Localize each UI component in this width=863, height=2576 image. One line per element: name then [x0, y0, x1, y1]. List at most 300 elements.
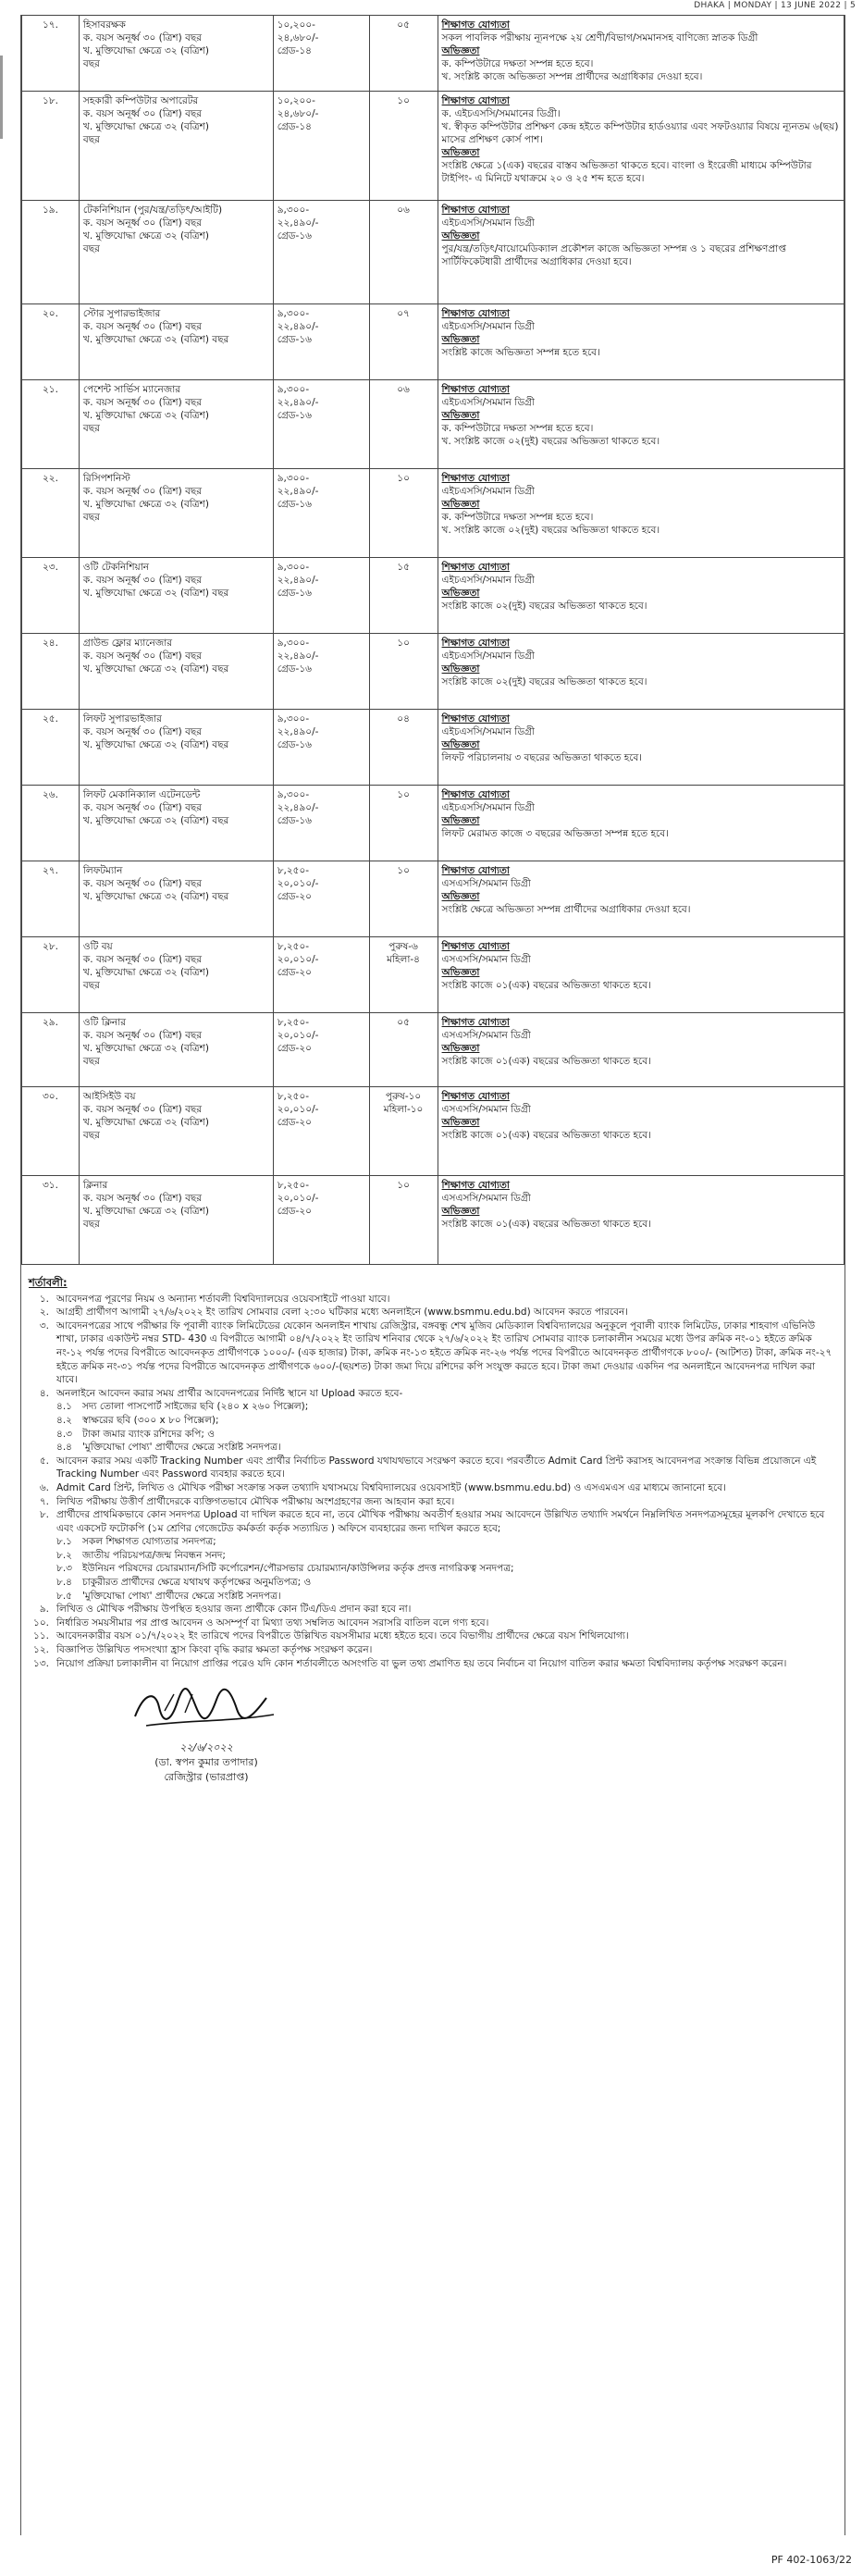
- experience-text: সংশ্লিষ্ট কাজে ০১(এক) বছরের অভিজ্ঞতা থাকতে হবে।: [441, 1056, 651, 1067]
- term-text: নিয়োগ প্রক্রিয়া চলাকালীন বা নিয়োগ প্রাপ্তির পরেও যদি কোন শর্তাবলীতে অসংগতি বা ভুল তথ্য প্রমাণিত হয় তবে নির্বাচন বা নিয়োগ বাতিল করার ক্ষমতা বিশ্ববিদ্যালয় কর্তৃপক্ষ সংরক্ষণ করেন।: [56, 1657, 787, 1669]
- terms-title: শর্তাবলী:: [29, 1276, 68, 1289]
- pay-scale: ৮,২৫০-: [277, 1091, 310, 1102]
- pay-scale: ৮,২৫০-: [277, 941, 310, 952]
- age-limit: ক. বয়স অনূর্ধ্ব ৩০ (ত্রিশ) বছর: [82, 1193, 203, 1204]
- experience-heading: অভিজ্ঞতা: [441, 1043, 480, 1054]
- qualification-cell: [438, 634, 844, 710]
- term-item: [29, 1293, 837, 1307]
- post-count: ১০: [369, 92, 438, 201]
- age-limit: বছর: [82, 58, 100, 69]
- term-number: ৮.৫: [56, 1590, 72, 1602]
- age-limit: খ. মুক্তিযোদ্ধা ক্ষেত্রে ৩২ (বত্রিশ): [82, 121, 209, 132]
- qualification-cell: [438, 380, 844, 469]
- term-number: ৮.২: [56, 1549, 72, 1561]
- term-number: ৪.: [39, 1387, 49, 1399]
- term-text: লিখিত পরীক্ষায় উত্তীর্ণ প্রার্থীদেরকে ব্যক্তিগতভাবে মৌখিক পরীক্ষায় অংশগ্রহণের জন্য আহবান করা হবে।: [56, 1495, 455, 1507]
- experience-text: সংশ্লিষ্ট কাজে অভিজ্ঞতা সম্পন্ন হতে হবে।: [441, 347, 600, 358]
- experience-text: ক. কম্পিউটারে দক্ষতা সম্পন্ন হতে হবে।: [441, 512, 594, 523]
- age-limit: ক. বয়স অনূর্ধ্ব ৩০ (ত্রিশ) বছর: [82, 1104, 203, 1115]
- qualification-text: এইচএসসি/সমমান ডিগ্রী: [441, 486, 535, 497]
- qualification-text: এসএসসি/সমমান ডিগ্রী: [441, 878, 531, 889]
- term-item: [29, 1603, 837, 1616]
- pay-scale-cell: [273, 92, 369, 201]
- term-number: ৫.: [39, 1455, 49, 1467]
- qualification-text: এইচএসসি/সমমান ডিগ্রী: [441, 802, 535, 813]
- qualification-cell: [438, 201, 844, 304]
- post-name: ওটি বয়: [82, 941, 113, 952]
- experience-heading: অভিজ্ঞতা: [441, 410, 480, 421]
- age-limit: খ. মুক্তিযোদ্ধা ক্ষেত্রে ৩২ (বত্রিশ) বছর: [82, 588, 229, 599]
- age-limit: ক. বয়স অনূর্ধ্ব ৩০ (ত্রিশ) বছর: [82, 397, 203, 408]
- qualification-text: খ. স্বীকৃত কম্পিউটার প্রশিক্ষণ কেন্দ্র হইতে কম্পিউটার হার্ডওয়্যার এবং সফটওয়্যার বিষয়ে ন্যূনতম ৬(ছয়) মাসের প্রশিক্ষণ কোর্স পাশ।: [441, 121, 839, 145]
- pay-scale: ২০,০১০/-: [277, 1193, 319, 1204]
- age-limit: ক. বয়স অনূর্ধ্ব ৩০ (ত্রিশ) বছর: [82, 486, 203, 497]
- post-row: [22, 380, 845, 469]
- term-text: চাকুরীরত প্রার্থীদের ক্ষেত্রে যথাযথ কর্তৃপক্ষের অনুমতিপত্র; ও: [82, 1577, 312, 1589]
- term-number: ৪.১: [56, 1401, 72, 1413]
- post-name-cell: [79, 92, 273, 201]
- experience-heading: অভিজ্ঞতা: [441, 967, 480, 978]
- pay-scale: ২২,৪৯০/-: [277, 217, 319, 229]
- age-limit: ক. বয়স অনূর্ধ্ব ৩০ (ত্রিশ) বছর: [82, 878, 203, 889]
- pay-scale-cell: [273, 558, 369, 634]
- post-serial: ২৮.: [22, 937, 80, 1013]
- pay-scale-cell: [273, 201, 369, 304]
- pay-scale-cell: [273, 861, 369, 937]
- term-subitem: [29, 1576, 837, 1590]
- age-limit: বছর: [82, 1219, 100, 1230]
- experience-text: ক. কম্পিউটারে দক্ষতা সম্পন্ন হতে হবে।: [441, 58, 594, 69]
- age-limit: খ. মুক্তিযোদ্ধা ক্ষেত্রে ৩২ (বত্রিশ) বছর: [82, 739, 229, 750]
- experience-text: সংশ্লিষ্ট কাজে ০১(এক) বছরের অভিজ্ঞতা থাকতে হবে।: [441, 1219, 651, 1230]
- pay-scale: ২০,০১০/-: [277, 1104, 319, 1115]
- age-limit: বছর: [82, 980, 100, 991]
- post-count: ০৬: [369, 201, 438, 304]
- qualification-text: এইচএসসি/সমমান ডিগ্রী: [441, 726, 535, 737]
- term-text: আগ্রহী প্রার্থীগণ আগামী ২৭/৬/২০২২ ইং তারিখ সোমবার বেলা ২:৩০ ঘটিকার মধ্যে অনলাইনে (www.bsmmu.edu.bd) আবেদন করতে পারবেন।: [56, 1307, 629, 1319]
- term-text: অনলাইনে আবেদন করার সময় প্রার্থীর আবেদনপত্রের নির্দিষ্ট স্থানে যা Upload করতে হবে-: [56, 1387, 403, 1399]
- post-serial: ২১.: [22, 380, 80, 469]
- experience-text: লিফট পরিচালনায় ৩ বছরের অভিজ্ঞতা থাকতে হবে।: [441, 752, 643, 763]
- term-number: ৬.: [39, 1481, 49, 1493]
- experience-text: সংশ্লিষ্ট ক্ষেত্রে ১(এক) বছরের বাস্তব অভিজ্ঞতা থাকতে হবে। বাংলা ও ইংরেজী মাধ্যমে কম্পিউটার টাইপিং- এ মিনিটে যথাক্রমে ২০ ও ২৫ শব্দ হতে হবে।: [441, 160, 812, 184]
- term-text: প্রার্থীদের প্রাথমিকভাবে কোন সনদপত্র Upload বা দাখিল করতে হবে না, তবে মৌখিক পরীক্ষায় অবতীর্ণ হওয়ার সময় আবেদনে উল্লিখিত তথ্যাদি সমর্থনে নিম্নলিখিত সনদপত্রসমূহের মূলকপি দেখাতে হবে এবং একসেট ফটোকপি (১ম শ্রেণির গেজেটেড কর্মকর্তা কর্তৃক সত্যায়িত ) অফিসে ব্যবহারের জন্য দাখিল করতে হবে;: [56, 1509, 825, 1534]
- qualification-text: এইচএসসি/সমমান ডিগ্রী: [441, 321, 535, 332]
- post-serial: ২৩.: [22, 558, 80, 634]
- age-limit: খ. মুক্তিযোদ্ধা ক্ষেত্রে ৩২ (বত্রিশ): [82, 1206, 209, 1217]
- pay-scale: ২২,৪৯০/-: [277, 486, 319, 497]
- qualification-heading: শিক্ষাগত যোগ্যতা: [441, 713, 510, 724]
- pay-scale: ২২,৪৯০/-: [277, 650, 319, 662]
- qualification-cell: [438, 786, 844, 861]
- age-limit: ক. বয়স অনূর্ধ্ব ৩০ (ত্রিশ) বছর: [82, 108, 203, 119]
- pay-scale-cell: [273, 1176, 369, 1265]
- post-row: [22, 558, 845, 634]
- term-number: ৪.৩: [56, 1428, 72, 1440]
- signatory-title: রেজিস্ট্রার (ভারপ্রাপ্ত): [164, 1771, 249, 1783]
- pay-grade: গ্রেড-২০: [277, 1206, 312, 1217]
- post-name-cell: [79, 1176, 273, 1265]
- post-count: পুরুষ-১০ মহিলা-১০: [369, 1087, 438, 1176]
- experience-heading: অভিজ্ঞতা: [441, 663, 480, 675]
- age-limit: ক. বয়স অনূর্ধ্ব ৩০ (ত্রিশ) বছর: [82, 650, 203, 662]
- masthead-date: DHAKA | MONDAY | 13 JUNE 2022 | 5: [694, 1, 856, 10]
- age-limit: খ. মুক্তিযোদ্ধা ক্ষেত্রে ৩২ (বত্রিশ): [82, 967, 209, 978]
- pay-scale: ২২,৪৯০/-: [277, 397, 319, 408]
- qualification-text: এসএসসি/সমমান ডিগ্রী: [441, 1104, 531, 1115]
- term-item: [29, 1387, 837, 1401]
- term-text: লিখিত ও মৌখিক পরীক্ষায় উপস্থিত হওয়ার জন্য প্রার্থীকে কোন টিএ/ডিএ প্রদান করা হবে না।: [56, 1604, 412, 1616]
- pay-scale: ২৪,৬৮০/-: [277, 108, 319, 119]
- pay-grade: গ্রেড-১৬: [277, 499, 312, 510]
- term-number: ১.: [39, 1293, 49, 1305]
- age-limit: ক. বয়স অনূর্ধ্ব ৩০ (ত্রিশ) বছর: [82, 726, 203, 737]
- term-text: ইউনিয়ন পরিষদের চেয়ারম্যান/সিটি কর্পোরেশন/পৌরসভার চেয়ারম্যান/কাউন্সিলর কর্তৃক প্রদত্ত নাগরিকত্ব সনদপত্র;: [82, 1563, 514, 1575]
- term-number: ১২.: [33, 1644, 49, 1656]
- term-text: আবেদনপত্রের সাথে পরীক্ষার ফি পূবালী ব্যাংক লিমিটেডের যেকোন অনলাইন শাখায় রেজিস্ট্রার, বঙ্গবন্ধু শেখ মুজিব মেডিক্যাল বিশ্ববিদ্যালয়ের অনুকূলে পূবালী ব্যাংক লিমিটেড, ঢাকার শাহবাগ এভিনিউ শাখা, ঢাকার একাউন্ট নম্বর STD- 430 এ বিপরীতে আগামী ০৪/৭/২০২২ ইং তারিখ শনিবার থেকে ২৭/৬/২০২২ ইং তারিখ সোমবার ব্যাংক চলাকালীন সময়ের মধ্যে উপর ক্রমিক নং-০১ হইতে ক্রমিক নং-১২ পর্যন্ত পদের বিপরীতে আবেদনকৃত প্রার্থীগণকে ১০০০/- (এক হাজার) টাকা, ক্রমিক নং-১৩ হইতে ক্রমিক নং-২৬ পর্যন্ত পদের বিপরীতে আবেদনকৃত প্রার্থীগণকে ৮০০/- (আটশত) টাকা, ক্রমিক নং-২৭ হইতে ক্রমিক নং-৩১ পর্যন্ত পদের বিপরীতে আবেদনকৃত প্রার্থীগণকে ৬০০/-(ছয়শত) টাকা জমা দিয়ে রশিদের কপি সংযুক্ত করতে হবে। টাকা জমা দেওয়ার একদিন পর অনলাইনে আবেদনপত্র দাখিল করা যাবে।: [56, 1319, 832, 1386]
- post-name: ওটি টেকনিশিয়ান: [82, 562, 150, 573]
- age-limit: খ. মুক্তিযোদ্ধা ক্ষেত্রে ৩২ (বত্রিশ): [82, 410, 209, 421]
- post-count: ১০: [369, 1176, 438, 1265]
- post-name: টেকনিশিয়ান (পুর/যন্ত্র/তড়িৎ/আইটি): [82, 204, 223, 216]
- qualification-cell: [438, 937, 844, 1013]
- qualification-heading: শিক্ষাগত যোগ্যতা: [441, 19, 510, 31]
- experience-text: ক. কম্পিউটারে দক্ষতা সম্পন্ন হতে হবে।: [441, 423, 594, 434]
- pay-grade: গ্রেড-১৬: [277, 739, 312, 750]
- post-name-cell: [79, 304, 273, 380]
- post-count: ১০: [369, 786, 438, 861]
- pay-grade: গ্রেড-১৪: [277, 45, 312, 56]
- age-limit: বছর: [82, 134, 100, 145]
- post-name: গ্রাউন্ড ফ্লোর ম্যানেজার: [82, 638, 173, 649]
- post-name-cell: [79, 16, 273, 92]
- pay-grade: গ্রেড-২০: [277, 1043, 312, 1054]
- term-number: ১১.: [33, 1630, 49, 1642]
- post-name-cell: [79, 1013, 273, 1087]
- post-name: ক্লিনার: [82, 1180, 108, 1191]
- term-item: [29, 1508, 837, 1535]
- post-name-cell: [79, 634, 273, 710]
- age-limit: ক. বয়স অনূর্ধ্ব ৩০ (ত্রিশ) বছর: [82, 32, 203, 43]
- post-count: ১০: [369, 469, 438, 558]
- qualification-cell: [438, 16, 844, 92]
- age-limit: বছর: [82, 1056, 100, 1067]
- term-number: ৪.২: [56, 1414, 72, 1426]
- term-text: Admit Card প্রিন্ট, লিখিত ও মৌখিক পরীক্ষা সংক্রান্ত সকল তথ্যাদি যথাসময়ে বিশ্ববিদ্যালয়ের ওয়েবসাইট (www.bsmmu.edu.bd) ও এসএমএস এর মাধ্যমে জানানো হবে।: [56, 1481, 726, 1493]
- post-name: পেশেন্ট সার্ভিস ম্যানেজার: [82, 384, 181, 395]
- pay-scale: ২২,৪৯০/-: [277, 321, 319, 332]
- pay-scale: ৯,৩০০-: [277, 473, 310, 484]
- qualification-text: সকল পাবলিক পরীক্ষায় ন্যূনপক্ষে ২য় শ্রেণী/বিভাগ/সমমানসহ বাণিজ্যে স্নাতক ডিগ্রী: [441, 32, 758, 43]
- pay-scale: ২২,৪৯০/-: [277, 726, 319, 737]
- experience-text: সংশ্লিষ্ট কাজে ০২(দুই) বছরের অভিজ্ঞতা থাকতে হবে।: [441, 601, 647, 612]
- term-item: [29, 1643, 837, 1657]
- age-limit: খ. মুক্তিযোদ্ধা ক্ষেত্রে ৩২ (বত্রিশ) বছর: [82, 815, 229, 826]
- term-text: 'মুক্তিযোদ্ধা পোষ্য' প্রার্থীদের ক্ষেত্রে সংশ্লিষ্ট সনদপত্র।: [82, 1442, 281, 1454]
- pay-scale: ২০,০১০/-: [277, 878, 319, 889]
- pay-scale-cell: [273, 1013, 369, 1087]
- pay-grade: গ্রেড-১৬: [277, 334, 312, 345]
- pay-scale: ২০,০১০/-: [277, 1030, 319, 1041]
- term-number: ৭.: [39, 1495, 49, 1507]
- experience-text: সংশ্লিষ্ট ক্ষেত্রে অভিজ্ঞতা সম্পন্ন প্রার্থীদের অগ্রাধিকার দেওয়া হবে।: [441, 904, 691, 915]
- pay-scale: ১০,২০০-: [277, 19, 315, 31]
- experience-heading: অভিজ্ঞতা: [441, 1206, 480, 1217]
- qualification-heading: শিক্ষাগত যোগ্যতা: [441, 638, 510, 649]
- post-row: [22, 634, 845, 710]
- qualification-text: এইচএসসি/সমমান ডিগ্রী: [441, 217, 535, 229]
- handwritten-signature: [128, 1683, 285, 1740]
- age-limit: ক. বয়স অনূর্ধ্ব ৩০ (ত্রিশ) বছর: [82, 321, 203, 332]
- qualification-cell: [438, 710, 844, 786]
- term-number: ১৩.: [33, 1657, 49, 1669]
- term-text: স্বাক্ষরের ছবি (৩০০ x ৮০ পিক্সেল);: [82, 1414, 219, 1426]
- term-subitem: [29, 1441, 837, 1455]
- qualification-cell: [438, 1176, 844, 1265]
- pay-grade: গ্রেড-১৪: [277, 121, 312, 132]
- post-name-cell: [79, 201, 273, 304]
- term-text: জাতীয় পরিচয়পত্র/জন্ম নিবন্ধন সনদ;: [82, 1549, 226, 1561]
- age-limit: খ. মুক্তিযোদ্ধা ক্ষেত্রে ৩২ (বত্রিশ): [82, 1043, 209, 1054]
- pay-grade: গ্রেড-১৬: [277, 410, 312, 421]
- pay-scale: ৮,২৫০-: [277, 865, 310, 876]
- pay-scale: ৯,৩০০-: [277, 713, 310, 724]
- term-number: ৮.৪: [56, 1577, 72, 1589]
- post-serial: ২৬.: [22, 786, 80, 861]
- post-name: লিফটম্যান: [82, 865, 123, 876]
- qualification-heading: শিক্ষাগত যোগ্যতা: [441, 1017, 510, 1028]
- post-name: লিফট সুপারভাইজার: [82, 713, 162, 724]
- post-serial: ২০.: [22, 304, 80, 380]
- age-limit: ক. বয়স অনূর্ধ্ব ৩০ (ত্রিশ) বছর: [82, 217, 203, 229]
- post-serial: ১৯.: [22, 201, 80, 304]
- post-count: ১০: [369, 634, 438, 710]
- post-serial: ১৮.: [22, 92, 80, 201]
- post-name-cell: [79, 380, 273, 469]
- pay-scale: ১০,২০০-: [277, 95, 315, 106]
- post-count: ০৪: [369, 710, 438, 786]
- post-name: রিসিপশনিস্ট: [82, 473, 130, 484]
- pay-grade: গ্রেড-১৬: [277, 815, 312, 826]
- term-text: আবেদনপত্র পূরণের নিয়ম ও অন্যান্য শর্তাবলী বিশ্ববিদ্যালয়ের ওয়েবসাইটে পাওয়া যাবে।: [56, 1293, 390, 1305]
- signature-block: [123, 1683, 290, 1785]
- term-number: ১০.: [33, 1616, 49, 1629]
- term-subitem: [29, 1535, 837, 1549]
- advertisement-sheet: [20, 15, 845, 2535]
- post-row: [22, 937, 845, 1013]
- term-number: ৪.৪: [56, 1442, 72, 1454]
- qualification-cell: [438, 469, 844, 558]
- term-text: সকল শিক্ষাগত যোগ্যতার সনদপত্র;: [82, 1536, 216, 1548]
- pay-scale-cell: [273, 786, 369, 861]
- experience-heading: অভিজ্ঞতা: [441, 499, 480, 510]
- post-name-cell: [79, 710, 273, 786]
- post-count: ০৫: [369, 16, 438, 92]
- post-count: ০৫: [369, 1013, 438, 1087]
- post-row: [22, 92, 845, 201]
- pay-scale-cell: [273, 937, 369, 1013]
- qualification-heading: শিক্ষাগত যোগ্যতা: [441, 95, 510, 106]
- pay-scale: ২২,৪৯০/-: [277, 802, 319, 813]
- qualification-cell: [438, 1013, 844, 1087]
- pay-scale: ৯,৩০০-: [277, 638, 310, 649]
- pay-scale-cell: [273, 634, 369, 710]
- post-count: ০৭: [369, 304, 438, 380]
- pay-grade: গ্রেড-১৬: [277, 663, 312, 675]
- post-row: [22, 201, 845, 304]
- age-limit: খ. মুক্তিযোদ্ধা ক্ষেত্রে ৩২ (বত্রিশ) বছর: [82, 334, 229, 345]
- term-number: ২.: [39, 1307, 49, 1319]
- term-subitem: [29, 1549, 837, 1563]
- pay-scale: ৯,৩০০-: [277, 204, 310, 216]
- signatory-name: (ডা. স্বপন কুমার তপাদার): [154, 1756, 258, 1768]
- term-subitem: [29, 1414, 837, 1428]
- pay-grade: গ্রেড-২০: [277, 1117, 312, 1128]
- term-number: ৮.১: [56, 1536, 72, 1548]
- term-subitem: [29, 1590, 837, 1604]
- pay-scale: ৯,৩০০-: [277, 308, 310, 319]
- post-row: [22, 861, 845, 937]
- age-limit: বছর: [82, 512, 100, 523]
- experience-text: সংশ্লিষ্ট কাজে ০১(এক) বছরের অভিজ্ঞতা থাকতে হবে।: [441, 980, 651, 991]
- qualification-heading: শিক্ষাগত যোগ্যতা: [441, 941, 510, 952]
- term-text: সদ্য তোলা পাসপোর্ট সাইজের ছবি (২৪০ x ২৬০ পিক্সেল);: [82, 1401, 309, 1413]
- post-name-cell: [79, 786, 273, 861]
- qualification-cell: [438, 304, 844, 380]
- qualification-heading: শিক্ষাগত যোগ্যতা: [441, 865, 510, 876]
- advert-id: PF 402-1063/22: [771, 2554, 852, 2566]
- qualification-text: এসএসসি/সমমান ডিগ্রী: [441, 954, 531, 965]
- term-number: ৯.: [39, 1604, 49, 1616]
- age-limit: খ. মুক্তিযোদ্ধা ক্ষেত্রে ৩২ (বত্রিশ): [82, 230, 209, 242]
- post-row: [22, 469, 845, 558]
- experience-heading: অভিজ্ঞতা: [441, 739, 480, 750]
- age-limit: খ. মুক্তিযোদ্ধা ক্ষেত্রে ৩২ (বত্রিশ) বছর: [82, 891, 229, 902]
- term-item: [29, 1319, 837, 1387]
- post-name: সহকারী কম্পিউটার অপারেটর: [82, 95, 199, 106]
- qualification-text: এসএসসি/সমমান ডিগ্রী: [441, 1193, 531, 1204]
- pay-scale: ৯,৩০০-: [277, 562, 310, 573]
- post-name-cell: [79, 1087, 273, 1176]
- qualification-heading: শিক্ষাগত যোগ্যতা: [441, 1091, 510, 1102]
- experience-text: খ. সংশ্লিষ্ট কাজে ০২(দুই) বছরের অভিজ্ঞতা থাকতে হবে।: [441, 436, 660, 447]
- pay-grade: গ্রেড-১৬: [277, 230, 312, 242]
- pay-scale: ৮,২৫০-: [277, 1017, 310, 1028]
- newspaper-masthead: [0, 0, 863, 15]
- signature-date: ২২/৬/২০২২: [179, 1741, 233, 1753]
- term-item: [29, 1495, 837, 1509]
- age-limit: খ. মুক্তিযোদ্ধা ক্ষেত্রে ৩২ (বত্রিশ): [82, 45, 209, 56]
- pay-scale-cell: [273, 469, 369, 558]
- term-item: [29, 1306, 837, 1319]
- qualification-heading: শিক্ষাগত যোগ্যতা: [441, 473, 510, 484]
- term-text: টাকা জমার ব্যাংক রশিদের কপি; ও: [82, 1428, 215, 1440]
- post-name: লিফট মেকানিক্যাল এটেনডেন্ট: [82, 789, 201, 800]
- pay-scale-cell: [273, 380, 369, 469]
- term-number: ৮.: [39, 1509, 49, 1521]
- term-number: ৮.৩: [56, 1563, 72, 1575]
- qualification-text: এইচএসসি/সমমান ডিগ্রী: [441, 575, 535, 586]
- post-serial: ২৯.: [22, 1013, 80, 1087]
- experience-text: খ. সংশ্লিষ্ট কাজে অভিজ্ঞতা সম্পন্ন প্রার্থীদের অগ্রাধিকার দেওয়া হবে।: [441, 71, 703, 82]
- experience-text: পুর/যন্ত্র/তড়িৎ/বায়োমেডিক্যাল প্রকৌশল কাজে অভিজ্ঞতা সম্পন্ন ও ১ বছরের প্রশিক্ষণপ্রাপ্ত সার্টিফিকেটধারী প্রার্থীদের অগ্রাধিকার দেওয়া হবে।: [441, 243, 786, 267]
- qualification-heading: শিক্ষাগত যোগ্যতা: [441, 562, 510, 573]
- term-text: 'মুক্তিযোদ্ধা পোষ্য' প্রার্থীদের ক্ষেত্রে সংশ্লিষ্ট সনদপত্র।: [82, 1590, 281, 1602]
- term-item: [29, 1455, 837, 1481]
- pay-scale: ৮,২৫০-: [277, 1180, 310, 1191]
- term-item: [29, 1629, 837, 1643]
- term-subitem: [29, 1400, 837, 1414]
- experience-heading: অভিজ্ঞতা: [441, 1117, 480, 1128]
- age-limit: বছর: [82, 243, 100, 254]
- term-text: আবেদনকারীর বয়স ০১/৭/২০২২ ইং তারিখে পদের বিপরীতে উল্লিখিত বয়সসীমার মধ্যে হইতে হবে। তবে বিভাগীয় প্রার্থীদের ক্ষেত্রে বয়স শিথিলযোগ্য।: [56, 1630, 629, 1642]
- age-limit: খ. মুক্তিযোদ্ধা ক্ষেত্রে ৩২ (বত্রিশ): [82, 1117, 209, 1128]
- qualification-text: এইচএসসি/সমমান ডিগ্রী: [441, 650, 535, 662]
- post-name-cell: [79, 937, 273, 1013]
- post-count: ১০: [369, 861, 438, 937]
- term-item: [29, 1616, 837, 1630]
- term-item: [29, 1481, 837, 1495]
- experience-heading: অভিজ্ঞতা: [441, 45, 480, 56]
- qualification-heading: শিক্ষাগত যোগ্যতা: [441, 204, 510, 216]
- post-name: আইসিইউ বয়: [82, 1091, 136, 1102]
- pay-scale: ৯,৩০০-: [277, 384, 310, 395]
- age-limit: ক. বয়স অনূর্ধ্ব ৩০ (ত্রিশ) বছর: [82, 1030, 203, 1041]
- experience-heading: অভিজ্ঞতা: [441, 147, 480, 158]
- post-serial: ৩০.: [22, 1087, 80, 1176]
- experience-heading: অভিজ্ঞতা: [441, 815, 480, 826]
- post-count: পুরুষ-৬ মহিলা-৪: [369, 937, 438, 1013]
- term-subitem: [29, 1428, 837, 1442]
- post-name: ওটি ক্লিনার: [82, 1017, 127, 1028]
- qualification-cell: [438, 558, 844, 634]
- pay-scale: ২২,৪৯০/-: [277, 575, 319, 586]
- experience-text: খ. সংশ্লিষ্ট কাজে ০২(দুই) বছরের অভিজ্ঞতা থাকতে হবে।: [441, 525, 660, 536]
- post-serial: ৩১.: [22, 1176, 80, 1265]
- post-row: [22, 1176, 845, 1265]
- pay-scale-cell: [273, 710, 369, 786]
- age-limit: বছর: [82, 423, 100, 434]
- qualification-cell: [438, 92, 844, 201]
- page-edge-mark: [0, 56, 3, 139]
- pay-scale: ২০,০১০/-: [277, 954, 319, 965]
- post-row: [22, 16, 845, 92]
- qualification-text: এসএসসি/সমমান ডিগ্রী: [441, 1030, 531, 1041]
- age-limit: ক. বয়স অনূর্ধ্ব ৩০ (ত্রিশ) বছর: [82, 575, 203, 586]
- qualification-text: এইচএসসি/সমমান ডিগ্রী: [441, 397, 535, 408]
- term-text: আবেদন করার সময় একটি Tracking Number এবং প্রার্থীর নির্বাচিত Password যথাযথভাবে সংরক্ষণ করতে হবে। পরবর্তীতে Admit Card প্রিন্ট করাসহ আবেদনপত্র সংক্রান্ত বিভিন্ন প্রয়োজনে এই Tracking Number এবং Password ব্যবহার করতে হবে।: [56, 1455, 817, 1480]
- age-limit: ক. বয়স অনূর্ধ্ব ৩০ (ত্রিশ) বছর: [82, 954, 203, 965]
- experience-text: সংশ্লিষ্ট কাজে ০১(এক) বছরের অভিজ্ঞতা থাকতে হবে।: [441, 1130, 651, 1141]
- post-row: [22, 710, 845, 786]
- pay-grade: গ্রেড-১৬: [277, 588, 312, 599]
- term-text: নির্ধারিত সময়সীমার পর প্রাপ্ত আবেদন ও অসম্পূর্ণ বা মিথ্যা তথ্য সম্বলিত আবেদন সরাসরি বাতিল বলে গণ্য হবে।: [56, 1616, 489, 1629]
- post-serial: ১৭.: [22, 16, 80, 92]
- post-count: ০৬: [369, 380, 438, 469]
- age-limit: খ. মুক্তিযোদ্ধা ক্ষেত্রে ৩২ (বত্রিশ) বছর: [82, 663, 229, 675]
- post-serial: ২৪.: [22, 634, 80, 710]
- pay-grade: গ্রেড-২০: [277, 967, 312, 978]
- experience-text: লিফট মেরামত কাজে ৩ বছরের অভিজ্ঞতা সম্পন্ন হতে হবে।: [441, 828, 669, 839]
- qualification-heading: শিক্ষাগত যোগ্যতা: [441, 308, 510, 319]
- qualification-text: ক. এইচএসসি/সমমানের ডিগ্রী।: [441, 108, 561, 119]
- experience-text: সংশ্লিষ্ট কাজে ০২(দুই) বছরের অভিজ্ঞতা থাকতে হবে।: [441, 676, 647, 687]
- qualification-heading: শিক্ষাগত যোগ্যতা: [441, 1180, 510, 1191]
- pay-scale: ৯,৩০০-: [277, 789, 310, 800]
- terms-section: [21, 1276, 845, 1670]
- term-item: [29, 1657, 837, 1671]
- post-row: [22, 1087, 845, 1176]
